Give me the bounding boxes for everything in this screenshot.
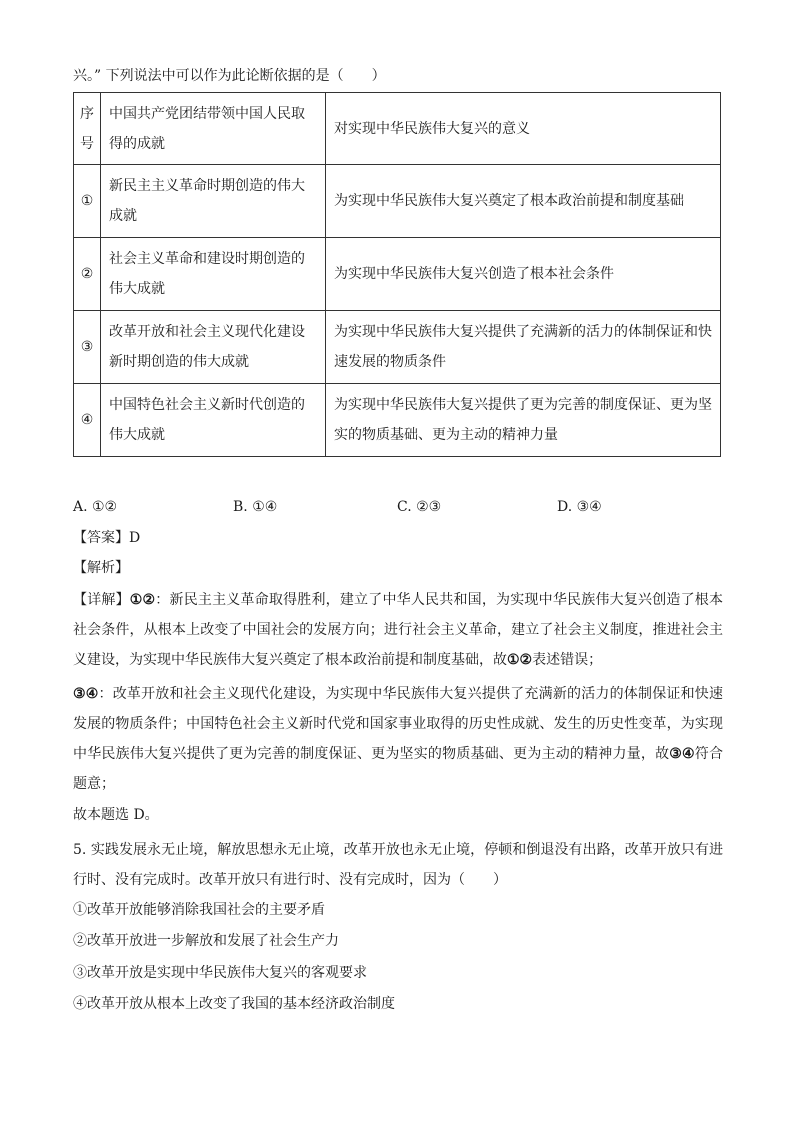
table-row <box>74 238 721 311</box>
row-achievement: 改革开放和社会主义现代化建设新时期创造的伟大成就 <box>101 311 326 384</box>
row-achievement: 新民主主义革命时期创造的伟大成就 <box>101 165 326 238</box>
statement-3: ③改革开放是实现中华民族伟大复兴的客观要求 <box>73 965 367 981</box>
option-b[interactable]: B. ①④ <box>233 499 278 515</box>
question-5-stem: 5. 实践发展永无止境，解放思想永无止境，改革开放也永无止境，停顿和倒退没有出路，改革开放只有进行时、没有完成时。改革开放只有进行时、没有完成时，因为（ ） <box>73 842 723 888</box>
row-num: ① <box>74 165 101 238</box>
statement-2: ②改革开放进一步解放和发展了社会生产力 <box>73 933 339 949</box>
detail-lead-2: ③④ <box>73 686 99 702</box>
detail-paragraph-1 <box>73 585 723 675</box>
row-significance: 为实现中华民族伟大复兴提供了更为完善的制度保证、更为坚实的物质基础、更为主动的精神力量 <box>326 384 721 457</box>
detail-ref-1: ①② <box>507 652 533 668</box>
detail-paragraph-2 <box>73 679 723 799</box>
detail-text-2: ：改革开放和社会主义现代化建设，为实现中华民族伟大复兴提供了充满新的活力的体制保证和快速发展的物质条件；中国特色社会主义新时代党和国家事业取得的历史性成就、发生的历史性变革，为实现中华民族伟大复兴提供了更为完善的制度保证、更为坚实的物质基础、更为主动的精神力量，故 <box>73 686 723 762</box>
answer-tag: 【答案】 <box>73 530 129 546</box>
detail-end-1: 表述错误； <box>532 652 603 668</box>
row-achievement: 社会主义革命和建设时期创造的伟大成就 <box>101 238 326 311</box>
answer-options <box>73 497 721 517</box>
analysis-tag: 【解析】 <box>73 560 129 576</box>
answer-value: D <box>129 530 141 546</box>
row-num: ② <box>74 238 101 311</box>
header-significance: 对实现中华民族伟大复兴的意义 <box>326 93 721 165</box>
row-achievement: 中国特色社会主义新时代创造的伟大成就 <box>101 384 326 457</box>
row-num: ③ <box>74 311 101 384</box>
option-d[interactable]: D. ③④ <box>557 499 602 515</box>
statement-1: ①改革开放能够消除我国社会的主要矛盾 <box>73 902 325 918</box>
row-significance: 为实现中华民族伟大复兴提供了充满新的活力的体制保证和快速发展的物质条件 <box>326 311 721 384</box>
question-intro-line: 兴。” 下列说法中可以作为此论断依据的是（ ） <box>73 68 386 84</box>
header-achievement: 中国共产党团结带领中国人民取得的成就 <box>101 93 326 165</box>
detail-end-2: 符合题意； <box>73 746 723 792</box>
answer-line <box>73 528 140 548</box>
detail-text-1: ：新民主主义革命取得胜利，建立了中华人民共和国，为实现中华民族伟大复兴创造了根本社会条件，从根本上改变了中国社会的发展方向；进行社会主义革命，建立了社会主义制度，推进社会主义建设，为实现中华民族伟大复兴奠定了根本政治前提和制度基础，故 <box>73 592 723 668</box>
detail-ref-2: ③④ <box>669 746 695 762</box>
table-header-row <box>74 93 721 165</box>
row-significance: 为实现中华民族伟大复兴奠定了根本政治前提和制度基础 <box>326 165 721 238</box>
row-significance: 为实现中华民族伟大复兴创造了根本社会条件 <box>326 238 721 311</box>
option-a[interactable]: A. ①② <box>73 499 118 515</box>
header-num: 序号 <box>74 93 101 165</box>
table-row <box>74 311 721 384</box>
statement-4: ④改革开放从根本上改变了我国的基本经济政治制度 <box>73 996 395 1012</box>
detail-tag: 【详解】 <box>73 592 130 608</box>
detail-lead-1: ①② <box>129 592 156 608</box>
table-row <box>74 165 721 238</box>
option-c[interactable]: C. ②③ <box>397 499 442 515</box>
table-row <box>74 384 721 457</box>
detail-conclusion: 故本题选 D。 <box>73 807 159 823</box>
question-table <box>73 92 721 457</box>
row-num: ④ <box>74 384 101 457</box>
